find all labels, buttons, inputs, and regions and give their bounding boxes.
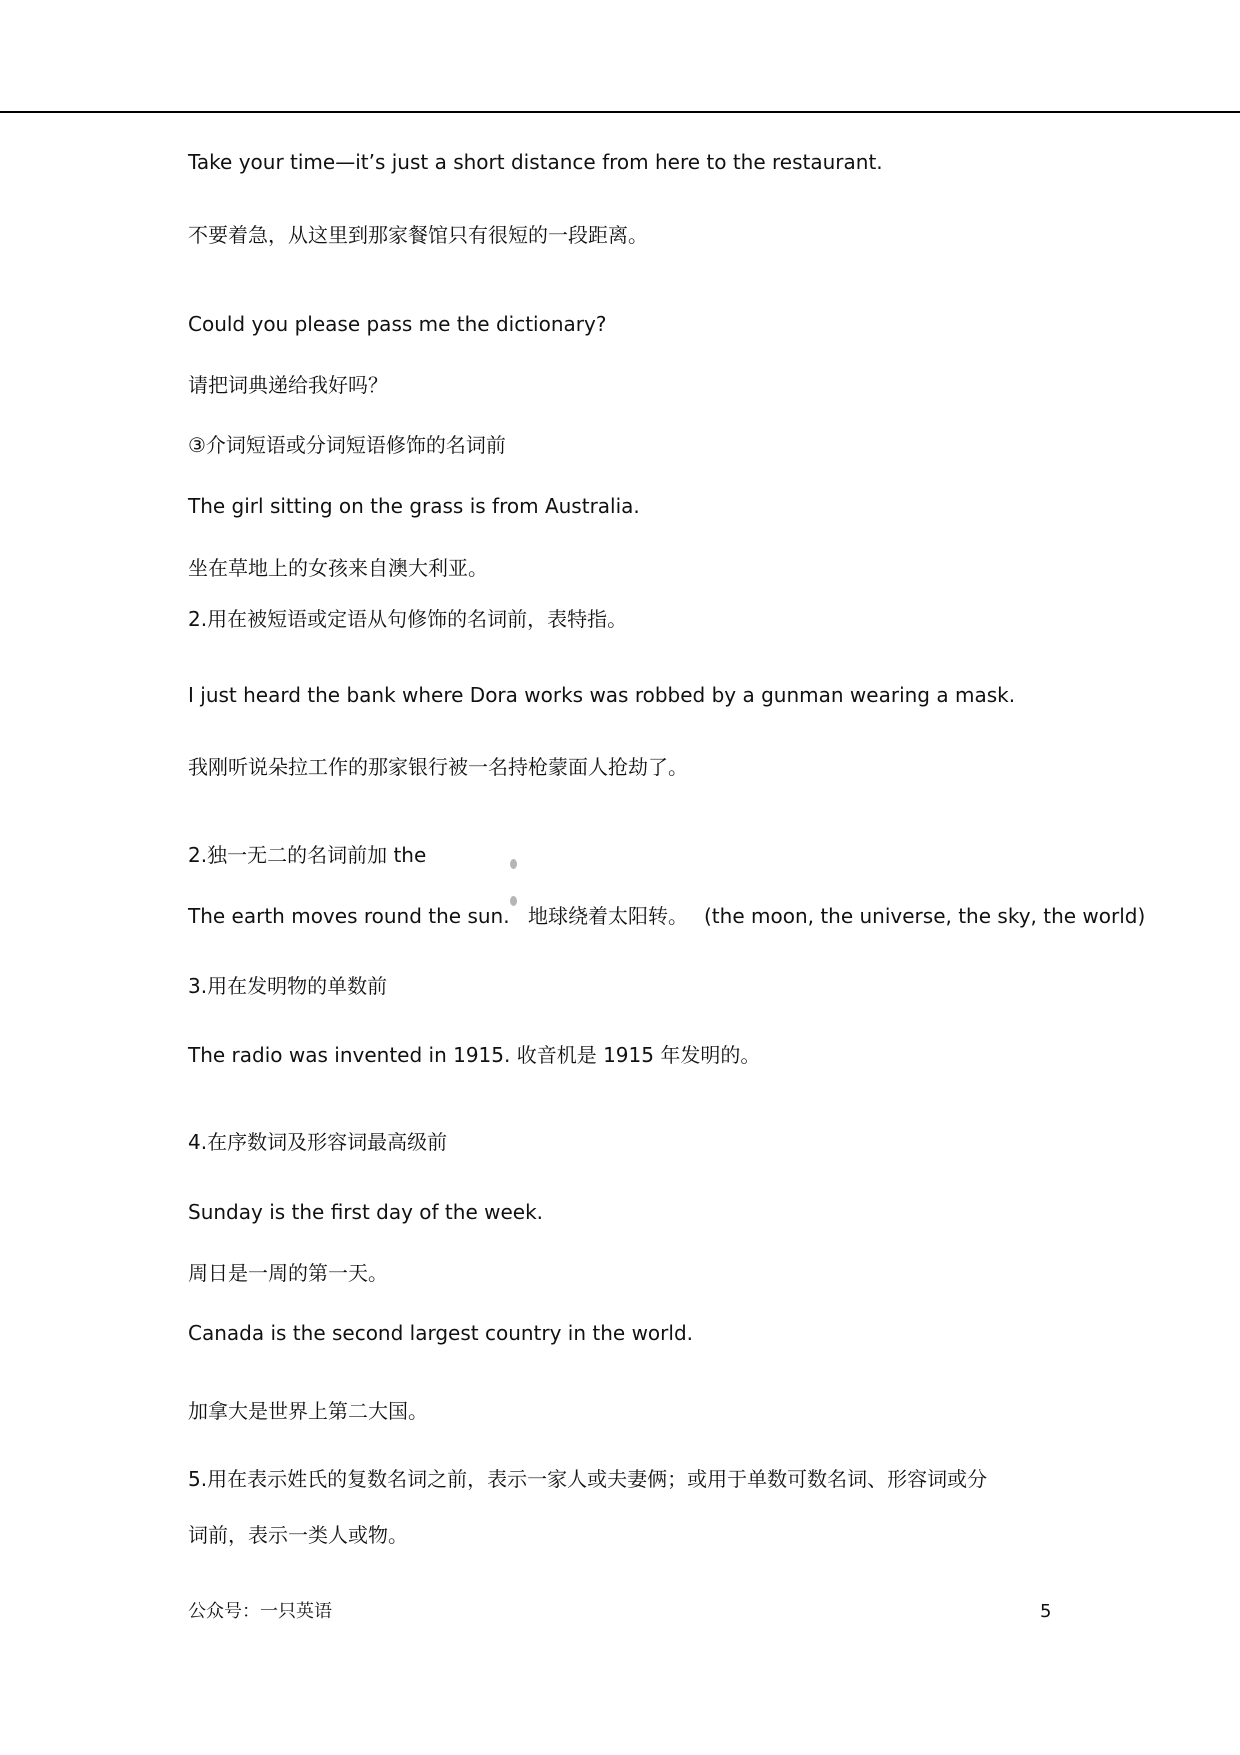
translation-girl: 坐在草地上的女孩来自澳大利亚。 bbox=[188, 556, 488, 580]
translation-bank: 我刚听说朵拉工作的那家银行被一名持枪蒙面人抢劫了。 bbox=[188, 755, 688, 779]
example-list-unique-nouns: (the moon, the universe, the sky, the world) bbox=[704, 904, 1146, 928]
example-sentence-canada: Canada is the second largest country in the world. bbox=[188, 1321, 693, 1345]
rule-heading-inventions: 3.用在发明物的单数前 bbox=[188, 974, 388, 998]
example-sentence-bank: I just heard the bank where Dora works was robbed by a gunman wearing a mask. bbox=[188, 683, 1016, 707]
example-sentence-dictionary: Could you please pass me the dictionary? bbox=[188, 312, 607, 336]
example-sentence-radio: The radio was invented in 1915. 收音机是 1915 年发明的。 bbox=[188, 1043, 761, 1067]
footer-source: 公众号：一只英语 bbox=[188, 1601, 332, 1622]
rule-heading-plural-surnames-continued: 词前，表示一类人或物。 bbox=[188, 1523, 408, 1547]
decorative-dot bbox=[510, 859, 517, 869]
translation-earth: 地球绕着太阳转。 bbox=[528, 904, 688, 928]
decorative-dot bbox=[510, 896, 517, 906]
translation-canada: 加拿大是世界上第二大国。 bbox=[188, 1399, 428, 1423]
example-sentence-earth: The earth moves round the sun. bbox=[188, 904, 510, 928]
example-sentence-sunday: Sunday is the first day of the week. bbox=[188, 1200, 544, 1224]
example-sentence-distance: Take your time—it’s just a short distance from here to the restaurant. bbox=[188, 150, 883, 174]
rule-heading-plural-surnames: 5.用在表示姓氏的复数名词之前，表示一家人或夫妻俩；或用于单数可数名词、形容词或分 bbox=[188, 1467, 988, 1491]
translation-dictionary: 请把词典递给我好吗？ bbox=[188, 373, 388, 397]
rule-heading-specific-reference: 2.用在被短语或定语从句修饰的名词前，表特指。 bbox=[188, 607, 628, 631]
translation-distance: 不要着急，从这里到那家餐馆只有很短的一段距离。 bbox=[188, 223, 648, 247]
translation-sunday: 周日是一周的第一天。 bbox=[188, 1261, 388, 1285]
page-number: 5 bbox=[1040, 1601, 1052, 1622]
rule-heading-unique-nouns: 2.独一无二的名词前加 the bbox=[188, 843, 427, 867]
example-sentence-girl: The girl sitting on the grass is from Australia. bbox=[188, 494, 640, 518]
header-rule bbox=[0, 111, 1240, 113]
rule-heading-ordinals-superlatives: 4.在序数词及形容词最高级前 bbox=[188, 1130, 448, 1154]
rule-heading-prepositional-phrase: ③介词短语或分词短语修饰的名词前 bbox=[188, 433, 506, 457]
